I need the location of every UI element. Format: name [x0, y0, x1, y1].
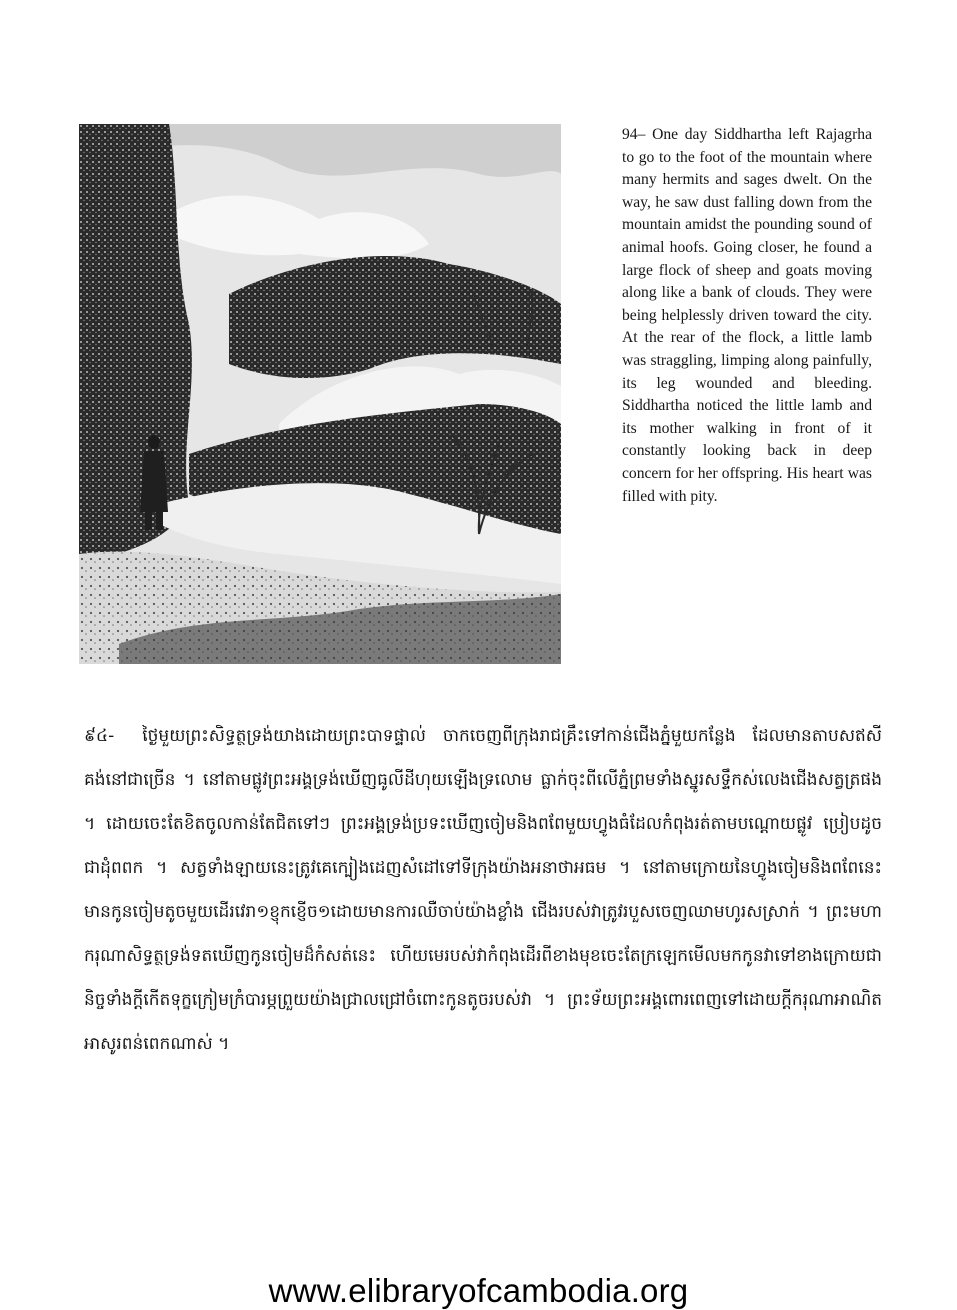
illustration — [79, 124, 561, 664]
footer-url: www.elibraryofcambodia.org — [268, 1272, 689, 1309]
english-caption: 94– One day Siddhartha left Rajagrha to go to the foot of the mountain where many hermits and sages dwelt. On the way, he saw dust falling down from the mountain amidst the pounding sound of animal hoofs. Going closer, he found a large flock of sheep and goats moving along like a bank of clouds. They were being helplessly driven toward the city. At the rear of the flock, a little lamb was straggling, limping along painfully, its leg wounded and bleeding. Siddhartha noticed the little lamb and its mother walking in front of it constantly looking back in deep concern for her offspring. His heart was filled with pity. — [622, 126, 872, 505]
khmer-text: ថ្ងៃមួយព្រះសិទ្ធត្ថទ្រង់យាងដោយព្រះបាទផ្ទាល់ ចាកចេញពីក្រុងរាជគ្រឹះទៅកាន់ជើងភ្នំមួយកន្លែង ដែលមានតាបសឥសីគង់នៅជាច្រើន ។ នៅតាមផ្លូវព្រះអង្គទ្រង់ឃើញធូលីដីហុយឡើងទ្រលោម ធ្លាក់ចុះពីលើភ្នំព្រមទាំងស្នូរសទ្ទឹកស់លេងជើងសត្វត្រផង ។ ដោយចេះតែខិតចូលកាន់តែជិតទៅៗ ព្រះអង្គទ្រង់ប្រទះឃើញចៀមនិងពពែមួយហ្វូងធំដែលកំពុងរត់តាមបណ្តោយផ្លូវ ប្រៀបដូចជាដុំពពក ។ សត្វទាំងឡាយនេះត្រូវគេក្បៀងដេញសំដៅទៅទីក្រុងយ៉ាងអនាថាអធម ។ នៅតាមក្រោយនៃហ្វូងចៀមនិងពពែនេះ មានកូនចៀមតូចមួយដើរវេរា១ខ្ញុកខ្ញើច១ដោយមានការឈឺចាប់យ៉ាងខ្លាំង ជើងរបស់វាត្រូវរបួសចេញឈាមហូរសស្រាក់ ។ ព្រះមហាករុណាសិទ្ធត្ថទ្រង់ទតឃើញកូនចៀមដ៏កំសត់នេះ ហើយមេរបស់វាកំពុងដើរពីខាងមុខចេះតែក្រឡេកមើលមកកូនវាទៅខាងក្រោយជានិច្ចទាំងក្តីកើតទុក្ខក្រៀមក្រំបារម្ភព្រួយយ៉ាងជ្រាលជ្រៅចំពោះកូនតូចរបស់វា ។ ព្រះទ័យព្រះអង្គពោរពេញទៅដោយក្តីករុណាអាណិតអាសូរពន់ពេកណាស់ ។ — [84, 726, 882, 1054]
paragraph-number: ៩៤- — [84, 726, 115, 746]
landscape-drawing — [79, 124, 561, 664]
khmer-paragraph — [84, 714, 882, 1066]
